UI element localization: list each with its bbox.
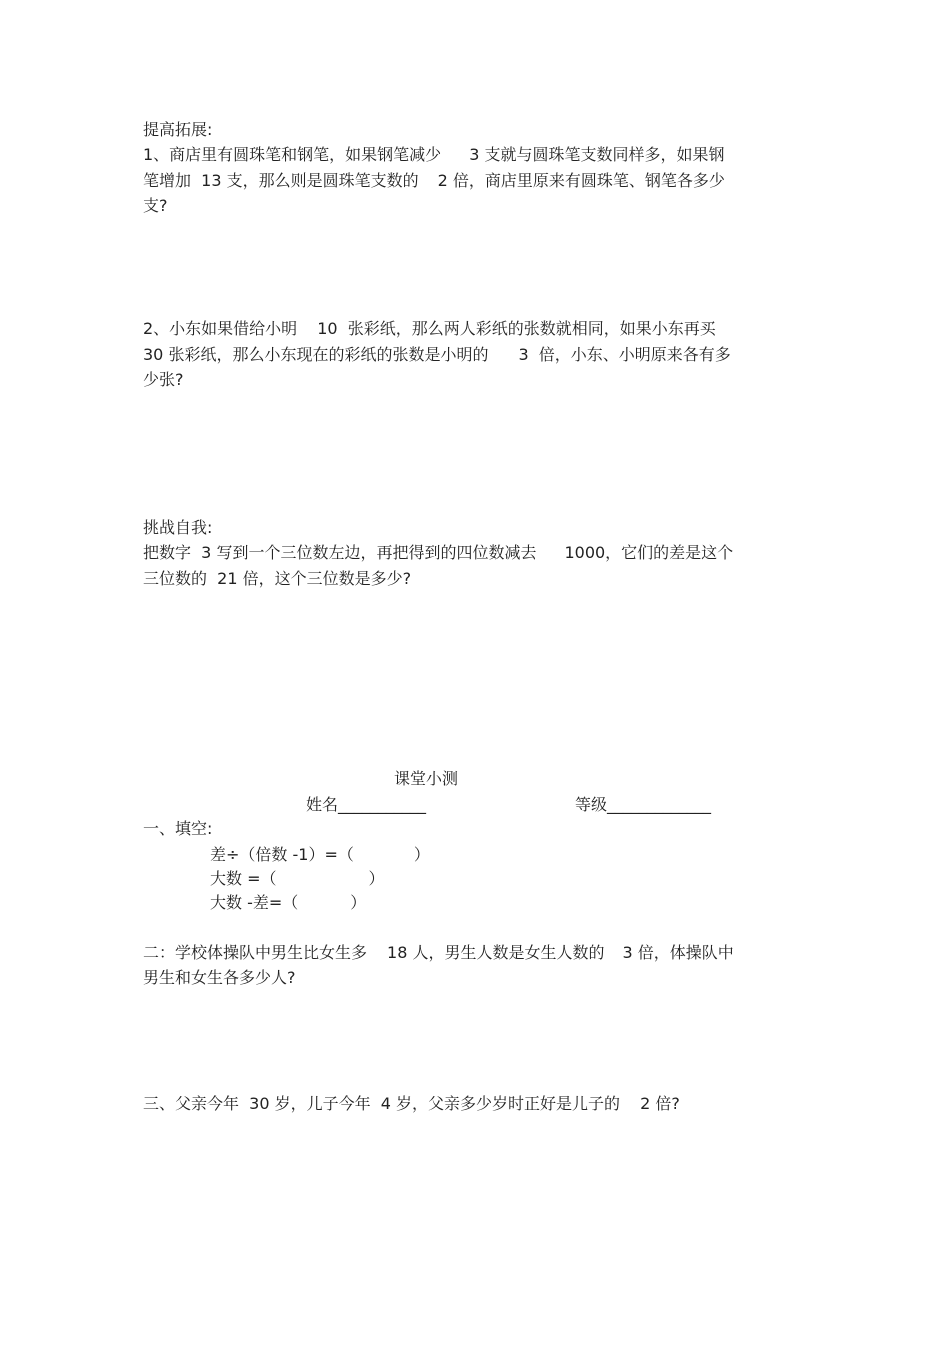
quiz-q2-line-2: 男生和女生各多少人? xyxy=(143,968,296,987)
fill-item-3 xyxy=(210,893,366,913)
quiz-q3-line-1-text-a: 三、父亲今年 30 岁，儿子今年 4 岁，父亲多少岁时正好是儿子的 xyxy=(143,1094,621,1113)
fill-heading: 一、填空: xyxy=(143,819,213,838)
q1-line-2-text-b: 2 倍，商店里原来有圆珠笔、钢笔各多少 xyxy=(437,171,725,190)
q1-line-2-text-a: 笔增加 13 支，那么则是圆珠笔支数的 xyxy=(143,171,419,190)
q2-line-2-text-a: 30 张彩纸，那么小东现在的彩纸的张数是小明的 xyxy=(143,345,489,364)
fill-item-1-close: ） xyxy=(413,845,430,864)
fill-item-2-text: 大数 =（ xyxy=(210,869,277,888)
challenge-line-1 xyxy=(143,543,733,563)
quiz-q3-line-1-text-b: 2 倍? xyxy=(640,1094,680,1113)
q2-line-1-text-a: 2、小东如果借给小明 xyxy=(143,319,298,338)
q2-line-1 xyxy=(143,319,716,339)
fill-item-1-text: 差÷（倍数 -1）=（ xyxy=(210,845,354,864)
q1-line-1-text-a: 1、商店里有圆珠笔和钢笔，如果钢笔减少 xyxy=(143,145,442,164)
quiz-q2-line-1 xyxy=(143,943,734,963)
quiz-q2-line-1-text-c: 3 倍，体操队中 xyxy=(622,943,734,962)
grade-field xyxy=(575,795,711,815)
challenge-line-1-text-b: 1000，它们的差是这个 xyxy=(564,543,734,562)
fill-item-2-close: ） xyxy=(368,869,385,888)
grade-blank: _____________ xyxy=(607,795,712,814)
name-field xyxy=(306,795,426,815)
grade-label: 等级 xyxy=(575,795,608,814)
name-blank: ___________ xyxy=(338,795,427,814)
q2-line-2-text-b: 3 倍，小东、小明原来各有多 xyxy=(518,345,731,364)
fill-item-1 xyxy=(210,845,430,865)
challenge-heading: 挑战自我: xyxy=(143,518,213,537)
extension-heading: 提高拓展: xyxy=(143,120,213,139)
challenge-line-2: 三位数的 21 倍，这个三位数是多少? xyxy=(143,569,412,588)
q1-line-1 xyxy=(143,145,724,165)
fill-item-3-text: 大数 -差=（ xyxy=(210,893,299,912)
q2-line-3: 少张? xyxy=(143,370,184,389)
quiz-q2-line-1-text-a: 二：学校体操队中男生比女生多 xyxy=(143,943,368,962)
q1-line-3: 支? xyxy=(143,196,168,215)
challenge-line-1-text-a: 把数字 3 写到一个三位数左边，再把得到的四位数减去 xyxy=(143,543,537,562)
q2-line-1-text-b: 10 张彩纸，那么两人彩纸的张数就相同，如果小东再买 xyxy=(317,319,716,338)
name-label: 姓名 xyxy=(306,795,339,814)
q1-line-2 xyxy=(143,171,725,191)
q1-line-1-text-b: 3 支就与圆珠笔支数同样多，如果钢 xyxy=(469,145,725,164)
quiz-q2-line-1-text-b: 18 人，男生人数是女生人数的 xyxy=(387,943,605,962)
q2-line-2 xyxy=(143,345,731,365)
fill-item-3-close: ） xyxy=(350,893,367,912)
fill-item-2 xyxy=(210,869,385,889)
quiz-q3-line-1 xyxy=(143,1094,680,1114)
quiz-title: 课堂小测 xyxy=(394,769,459,788)
